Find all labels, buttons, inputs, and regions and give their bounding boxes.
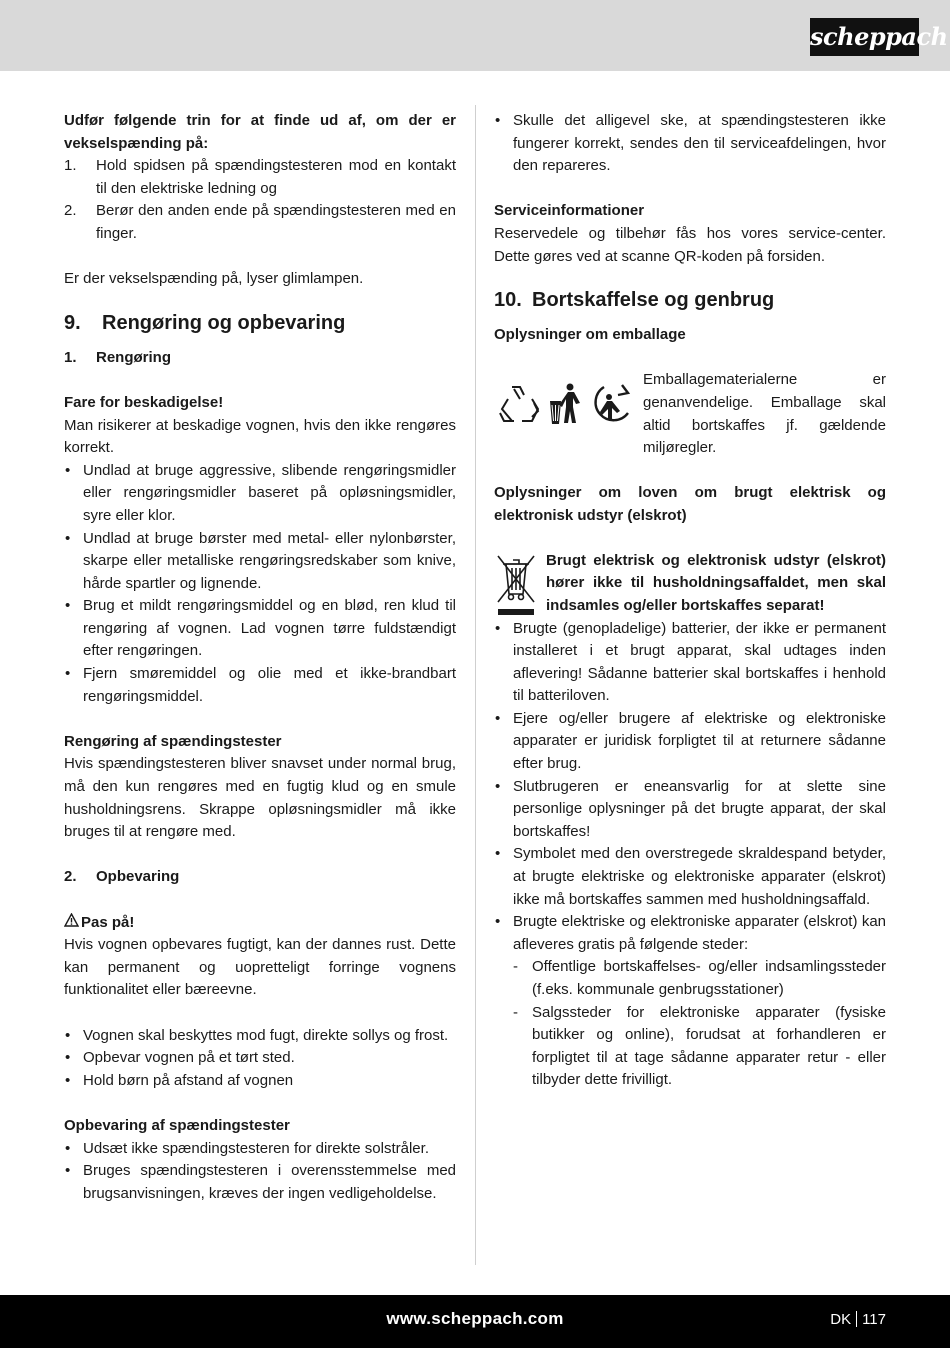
list-item: • Brug et mildt rengøringsmiddel og en blød, ren klud til rengøring af vognen. Lad vognen tørre fuldstændigt efter rengøringen.: [64, 595, 456, 663]
danger-text: Man risikerer at beskadige vognen, hvis den ikke rengøres korrekt.: [64, 416, 456, 457]
weee-title: Oplysninger om loven om brugt elektrisk og elektronisk udstyr (elskrot): [494, 483, 886, 524]
step-item: 1. Hold spidsen på spændingstesteren mod en kontakt til den elektriske ledning og: [64, 157, 456, 197]
collection-points-list: [494, 956, 886, 1092]
weee-list: [494, 618, 886, 957]
list-item: • Symbolet med den overstregede skraldespand betyder, at brugte elektriske og elektroniske apparater (elskrot) ikke må bortskaffes sammen med husholdningsaffald.: [494, 843, 886, 911]
section-9-heading: 9. Rengøring og opbevaring: [64, 311, 346, 334]
warning-triangle-icon: [64, 912, 81, 935]
left-column: [64, 110, 456, 1205]
header-bar: [0, 0, 950, 71]
list-item: • Slutbrugeren er eneansvarlig for at slette sine personlige oplysninger på det brugte apparat, der skal bortskaffes!: [494, 776, 886, 844]
storage-list: [64, 1025, 456, 1093]
subsection-storage-heading: 2. Opbevaring: [64, 868, 180, 886]
test-steps: [64, 155, 456, 245]
list-item: • Brugte (genopladelige) batterier, der ikke er permanent installeret i et brugt apparat, skal udtages inden aflevering! Sådanne batterier skal bortskaffes i henhold til batteriloven.: [494, 618, 886, 708]
list-item: - Offentlige bortskaffelses- og/eller indsamlingssteder (f.eks. kommunale genbrugsstationer): [494, 956, 886, 1001]
right-column: [494, 110, 886, 1092]
weee-block: [494, 550, 886, 618]
list-item: • Bruges spændingstesteren i overensstemmelse med brugsanvisningen, kræves der ingen vedligeholdelse.: [64, 1160, 456, 1205]
list-item: • Undlad at bruge aggressive, slibende rengøringsmidler eller rengøringsmidler baseret på opløsningsmidler, syre eller klor.: [64, 460, 456, 528]
list-item: - Salgssteder for elektroniske apparater (fysiske butikker og online), forudsat at forhandleren er forpligtet til at tage sådanne apparater retur - eller tilbyder dette frivilligt.: [494, 1002, 886, 1092]
danger-title: Fare for beskadigelse!: [64, 393, 224, 411]
list-item: • Brugte elektriske og elektroniske apparater (elskrot) kan afleveres gratis på følgende steder:: [494, 911, 886, 956]
brand-logo: scheppach: [810, 18, 919, 56]
caution-title: Pas på!: [64, 912, 456, 935]
intro-heading: Udfør følgende trin for at finde ud af, om der er vekselspænding på:: [64, 112, 456, 152]
crossed-bin-icon: [494, 554, 538, 618]
list-item: • Fjern smøremiddel og olie med et ikke-brandbart rengøringsmiddel.: [64, 663, 456, 708]
packaging-text: Emballagematerialerne er genanvendelige. Emballage skal altid bortskaffes jf. gældende miljøregler.: [643, 371, 886, 457]
top-list: [494, 110, 886, 178]
list-item: • Ejere og/eller brugere af elektriske og elektroniske apparater er juridisk forpligtet til at returnere sådanne efter brug.: [494, 708, 886, 776]
list-item: • Undlad at bruge børster med metal- eller nylonbørster, skarpe eller metalliske rengøringsredskaber som knive, hårde spartler og lignende.: [64, 528, 456, 596]
list-item: • Vognen skal beskyttes mod fugt, direkte sollys og frost.: [64, 1025, 456, 1048]
service-title: Serviceinformationer: [494, 202, 645, 220]
section-10-heading: 10. Bortskaffelse og genbrug: [494, 289, 775, 312]
tester-storage-title: Opbevaring af spændingstester: [64, 1116, 290, 1134]
cleaning-list: [64, 460, 456, 709]
subsection-cleaning-heading: 1. Rengøring: [64, 348, 171, 366]
tester-storage-list: [64, 1138, 456, 1206]
caution-text: Hvis vognen opbevares fugtigt, kan der dannes rust. Dette kan permanent og uopretteligt forringe vognens funktionalitet eller bæreevne.: [64, 936, 456, 999]
tester-cleaning-text: Hvis spændingstesteren bliver snavset under normal brug, må den kun rengøres med en fugtig klud og en smule husholdningsrens. Skrappe opløsningsmidler må ikke bruges til at rengøre med.: [64, 755, 456, 841]
list-item: • Hold børn på afstand af vognen: [64, 1070, 456, 1093]
list-item: • Opbevar vognen på et tørt sted.: [64, 1047, 456, 1070]
packaging-title: Oplysninger om emballage: [494, 326, 686, 344]
website-url: www.scheppach.com: [386, 1309, 564, 1328]
tester-cleaning-title: Rengøring af spændingstester: [64, 732, 282, 750]
weee-statement: Brugt elektrisk og elektronisk udstyr (elskrot) hører ikke til husholdningsaffaldet, men skal indsamles og/eller bortskaffes separat!: [546, 551, 886, 614]
packaging-block: [494, 369, 886, 459]
service-text: Reservedele og tilbehør fås hos vores service-center. Dette gøres ved at scanne QR-koden på forsiden.: [494, 224, 886, 265]
footer-bar: [0, 1295, 950, 1348]
step-item: 2. Berør den anden ende på spændingstesteren med en finger.: [64, 202, 456, 242]
list-item: • Udsæt ikke spændingstesteren for direkte solstråler.: [64, 1138, 456, 1161]
list-item: • Skulle det alligevel ske, at spændingstesteren ikke fungerer korrekt, sendes den til serviceafdelingen, hvor den repareres.: [494, 110, 886, 178]
recycling-symbols-icon: [494, 377, 639, 433]
page-number: DK 117: [830, 1311, 886, 1328]
column-divider: [475, 105, 476, 1265]
result-text: Er der vekselspænding på, lyser glimlampen.: [64, 270, 364, 288]
